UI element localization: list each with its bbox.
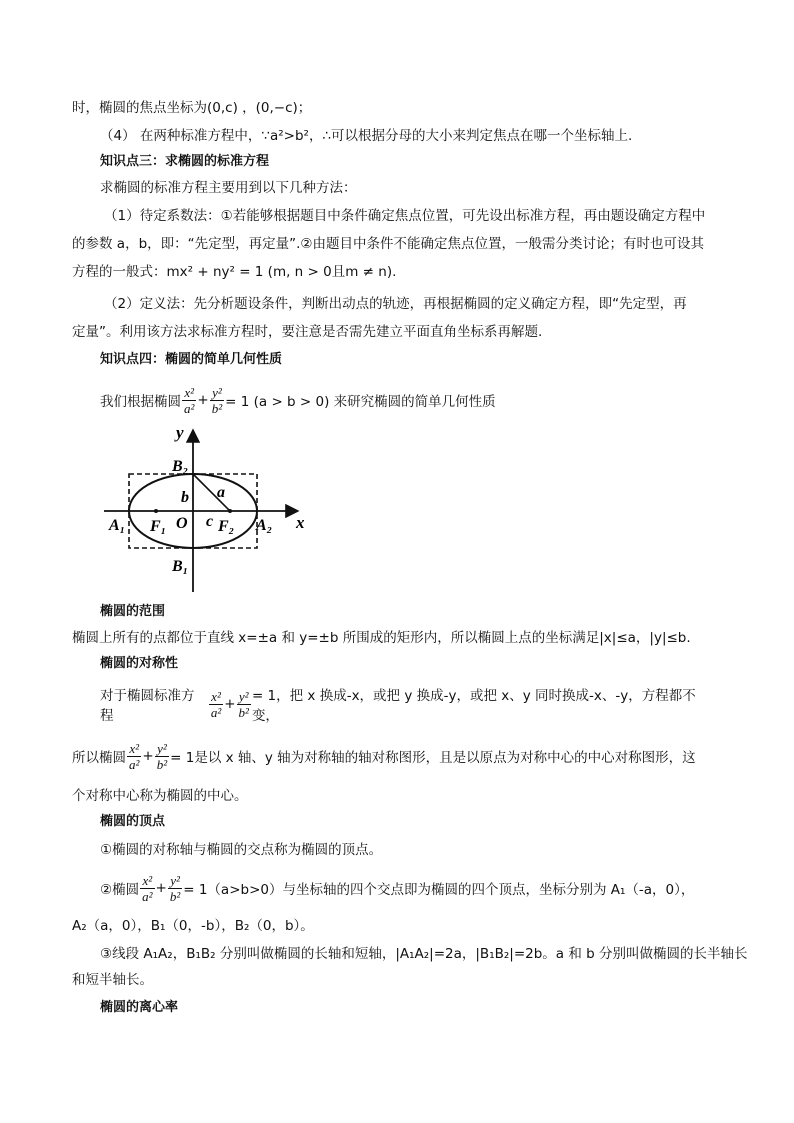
text-line: 定量”。利用该方法求标准方程时，要注意是否需先建立平面直角坐标系再解题. (72, 324, 543, 340)
y-axis-label: y (176, 426, 184, 442)
numerator: y² (210, 385, 224, 401)
section-heading: 椭圆的范围 (100, 604, 166, 619)
text-line: 的参数 a，b，即：“先定型，再定量”.②由题目中条件不能确定焦点位置，一般需分类讨论；有时也可设其 (72, 236, 705, 252)
plus-sign: + (224, 696, 236, 712)
text-line: （2）定义法：先分析题设条件，判断出动点的轨迹，再根据椭圆的定义确定方程，即“先定型，再 (104, 296, 687, 312)
text-fragment: = 1（a>b>0）与坐标轴的四个交点即为椭圆的四个顶点，坐标分别为 A₁（-a，0）， (183, 882, 695, 898)
text-line: 个对称中心称为椭圆的中心。 (72, 788, 248, 804)
fraction (210, 385, 224, 416)
denominator: b² (156, 756, 168, 772)
text-fragment: = 1，把 x 换成-x，或把 y 换成-y，或把 x、y 同时换成-x、-y，方程都不变， (251, 688, 696, 724)
focus-point-f1 (154, 509, 158, 513)
text-line: 时，椭圆的焦点坐标为(0,c) ，(0,−c)； (72, 100, 312, 116)
ellipse-figure (100, 426, 310, 594)
numerator: x² (209, 689, 223, 705)
fraction (209, 689, 223, 720)
equation-line (72, 866, 694, 910)
text-fragment: = 1 (a > b > 0) 来研究椭圆的简单几何性质 (225, 394, 496, 410)
plus-sign: + (142, 748, 154, 764)
text-line: （1）待定系数法：①若能够根据题目中条件确定焦点位置，可先设出标准方程，再由题设确定方程中 (104, 208, 706, 224)
x-axis-label: x (296, 513, 305, 532)
text-line: ①椭圆的对称轴与椭圆的交点称为椭圆的顶点。 (100, 842, 383, 858)
section-heading: 椭圆的对称性 (100, 656, 179, 671)
section-heading: 椭圆的离心率 (100, 1000, 179, 1015)
segment-label-c: c (206, 513, 214, 530)
vertex-label-b1: B₁ (172, 558, 189, 575)
text-line: A₂（a，0），B₁（0，-b），B₂（0，b）。 (72, 918, 314, 934)
equation-line (72, 682, 722, 726)
text-fragment: 对于椭圆标准方程 (100, 688, 195, 724)
equation-line (72, 734, 696, 778)
vertex-label-a2: A₂ (256, 517, 273, 534)
fraction (140, 873, 154, 904)
segment-label-a: a (217, 484, 225, 501)
vertex-label-b2: B₂ (172, 458, 189, 475)
denominator: b² (238, 704, 249, 720)
text-line: （4） 在两种标准方程中，∵a²>b²，∴可以根据分母的大小来判定焦点在哪一个坐标轴上. (100, 128, 633, 144)
fraction (182, 385, 196, 416)
text-line: 求椭圆的标准方程主要用到以下几种方法： (100, 180, 357, 196)
text-line: 方程的一般式：mx² + ny² = 1 (m, n > 0且m ≠ n). (72, 264, 397, 280)
plus-sign: + (155, 880, 167, 896)
section-heading: 知识点四：椭圆的简单几何性质 (100, 352, 283, 367)
fraction (237, 689, 251, 720)
text-fragment: 所以椭圆 (72, 750, 126, 766)
numerator: x² (182, 385, 196, 401)
vertex-label-a1: A₁ (109, 517, 126, 534)
numerator: y² (168, 873, 182, 889)
denominator: b² (169, 888, 181, 904)
section-heading: 知识点三：求椭圆的标准方程 (100, 154, 270, 169)
origin-label: O (176, 515, 188, 532)
denominator: a² (210, 704, 222, 720)
numerator: y² (237, 689, 251, 705)
focus-point-f2 (228, 509, 232, 513)
text-fragment: ②椭圆 (100, 882, 140, 898)
section-heading: 椭圆的顶点 (100, 814, 166, 829)
text-fragment: 我们根据椭圆 (100, 394, 181, 410)
text-line: 和短半轴长。 (72, 972, 153, 988)
fraction (168, 873, 182, 904)
text-line: 椭圆上所有的点都位于直线 x=±a 和 y=±b 所围成的矩形内，所以椭圆上点的坐标满足|x|≤a，|y|≤b. (72, 630, 691, 646)
focus-label-f2: F₂ (218, 518, 235, 535)
text-fragment: = 1是以 x 轴、y 轴为对称轴的轴对称图形，且是以原点为对称中心的中心对称图形，这 (170, 750, 696, 766)
numerator: x² (140, 873, 154, 889)
focus-label-f1: F₁ (150, 518, 167, 535)
numerator: y² (155, 741, 169, 757)
denominator: a² (184, 400, 195, 416)
plus-sign: + (197, 392, 209, 408)
equation-line (72, 378, 496, 422)
denominator: a² (129, 756, 140, 772)
numerator: x² (127, 741, 141, 757)
text-line: ③线段 A₁A₂，B₁B₂ 分别叫做椭圆的长轴和短轴，|A₁A₂|=2a，|B₁B₂|=2b。a 和 b 分别叫做椭圆的长半轴长 (100, 946, 748, 962)
denominator: b² (211, 400, 223, 416)
segment-label-b: b (181, 489, 189, 506)
fraction (155, 741, 169, 772)
denominator: a² (142, 888, 153, 904)
fraction (127, 741, 141, 772)
